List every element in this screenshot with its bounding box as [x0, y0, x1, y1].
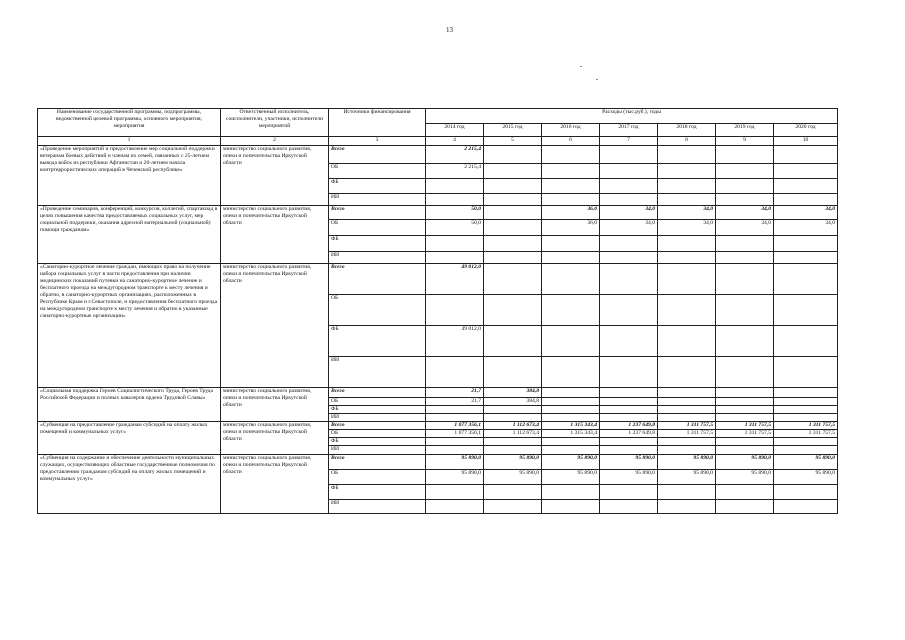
expense-value: 95 890,0: [600, 470, 658, 485]
expense-value: [774, 295, 838, 326]
table-header-row: [38, 109, 838, 124]
funding-source: ОБ: [329, 164, 426, 179]
header-source: Источники финансирования: [329, 109, 426, 137]
header-year: 2016 год: [542, 124, 600, 137]
scan-speck: [596, 79, 598, 80]
expense-value: [426, 252, 484, 264]
column-number: 4: [426, 137, 484, 146]
expense-value: [484, 485, 542, 500]
funding-source: ФБ: [329, 438, 426, 446]
program-name: «Субвенция на содержание и обеспечение деятельности муниципальных служащих, осуществляющих областные государственные полномочия по предоставлению гражданам субсидий на оплату жилых помещений и коммунальных услуг»: [38, 455, 221, 514]
column-number: 8: [658, 137, 716, 146]
column-number: 1: [38, 137, 221, 146]
expense-value: [542, 398, 600, 406]
expense-value: [484, 406, 542, 414]
expense-value: [774, 388, 838, 398]
expense-value: [774, 236, 838, 252]
funding-source: ФБ: [329, 485, 426, 500]
expense-value: [658, 406, 716, 414]
funding-source: ФБ: [329, 326, 426, 357]
expense-value: [774, 357, 838, 388]
expense-value: [600, 179, 658, 194]
expense-value: [716, 295, 774, 326]
expense-value: [542, 438, 600, 446]
expense-value: [542, 295, 600, 326]
expense-value: [600, 406, 658, 414]
expense-value: 95 890,0: [426, 455, 484, 470]
expense-value: 34,0: [716, 206, 774, 220]
expense-value: 95 890,0: [774, 470, 838, 485]
expense-value: [716, 164, 774, 179]
expense-value: [426, 295, 484, 326]
expense-value: [484, 179, 542, 194]
expense-value: [774, 485, 838, 500]
expense-value: [774, 194, 838, 206]
expense-value: 95 890,0: [774, 455, 838, 470]
expense-value: 1 112 673,4: [484, 422, 542, 430]
expense-value: [716, 398, 774, 406]
funding-source: ИИ: [329, 500, 426, 514]
expense-value: [774, 438, 838, 446]
expense-value: [484, 146, 542, 164]
expense-value: [484, 446, 542, 455]
expense-value: 384,8: [484, 388, 542, 398]
expense-value: [774, 264, 838, 295]
expense-value: [658, 236, 716, 252]
header-name: Наименование государственной программы, подпрограммы, ведомственной целевой программы, основного мероприятия, мероприятия: [38, 109, 221, 137]
expense-value: [542, 406, 600, 414]
funding-source: ФБ: [329, 179, 426, 194]
column-number: 7: [600, 137, 658, 146]
expense-value: [542, 179, 600, 194]
expense-value: [484, 414, 542, 422]
funding-source: ОБ: [329, 220, 426, 236]
expense-value: [600, 398, 658, 406]
expense-value: [542, 326, 600, 357]
expense-value: [426, 236, 484, 252]
expense-value: [658, 398, 716, 406]
expense-value: [658, 438, 716, 446]
expense-value: [600, 264, 658, 295]
expense-value: 1 077 356,1: [426, 430, 484, 438]
expense-value: [716, 264, 774, 295]
expense-value: [426, 485, 484, 500]
expense-value: 1 315 343,4: [542, 430, 600, 438]
expense-value: [658, 485, 716, 500]
funding-source: ОБ: [329, 430, 426, 438]
expense-value: [600, 295, 658, 326]
expense-value: [716, 179, 774, 194]
expense-value: [484, 220, 542, 236]
expense-value: [600, 438, 658, 446]
expense-value: [600, 485, 658, 500]
funding-source: Всего: [329, 146, 426, 164]
expense-value: [716, 446, 774, 455]
expense-value: [658, 146, 716, 164]
expense-value: [542, 252, 600, 264]
expense-value: [426, 500, 484, 514]
expense-value: 36,0: [542, 220, 600, 236]
funding-source: Всего: [329, 455, 426, 470]
expense-value: 1 311 757,5: [774, 430, 838, 438]
header-year: 2017 год: [600, 124, 658, 137]
header-year: 2019 год: [716, 124, 774, 137]
expense-value: 21,7: [426, 388, 484, 398]
expense-value: [600, 194, 658, 206]
expense-value: [484, 194, 542, 206]
expense-value: 2 215,4: [426, 164, 484, 179]
table-row: [38, 264, 838, 295]
executor-name: министерство социального развития, опеки и попечительства Иркутской области: [221, 455, 329, 514]
expense-value: 50,0: [426, 206, 484, 220]
expense-value: [774, 326, 838, 357]
expense-value: 95 890,0: [426, 470, 484, 485]
expense-value: [542, 146, 600, 164]
expense-value: 34,0: [600, 206, 658, 220]
expense-value: 36,0: [542, 206, 600, 220]
expense-value: [426, 414, 484, 422]
expense-value: 1 237 649,8: [600, 422, 658, 430]
expense-value: 34,0: [774, 206, 838, 220]
header-year: 2015 год: [484, 124, 542, 137]
executor-name: министерство социального развития, опеки и попечительства Иркутской области: [221, 422, 329, 455]
funding-source: ФБ: [329, 236, 426, 252]
funding-source: Всего: [329, 206, 426, 220]
executor-name: министерство социального развития, опеки и попечительства Иркутской области: [221, 388, 329, 422]
expense-value: [716, 326, 774, 357]
expense-value: [658, 357, 716, 388]
expense-value: [716, 194, 774, 206]
expense-value: [658, 388, 716, 398]
program-name: «Субвенция на предоставление гражданам субсидий на оплату жилых помещений и коммунальных услуг»: [38, 422, 221, 455]
expense-value: [658, 446, 716, 455]
expense-value: [774, 164, 838, 179]
expense-value: [774, 179, 838, 194]
column-number-row: [38, 137, 838, 146]
funding-source: ИИ: [329, 252, 426, 264]
executor-name: министерство социального развития, опеки и попечительства Иркутской области: [221, 206, 329, 264]
expense-value: [600, 500, 658, 514]
expense-value: [484, 206, 542, 220]
expense-value: [716, 252, 774, 264]
expense-value: [542, 446, 600, 455]
expense-value: [600, 252, 658, 264]
expense-value: [542, 485, 600, 500]
expense-value: [774, 446, 838, 455]
expense-value: [600, 326, 658, 357]
funding-source: ОБ: [329, 295, 426, 326]
expense-value: 95 890,0: [716, 470, 774, 485]
expense-value: 1 311 757,5: [658, 422, 716, 430]
program-name: «Санаторно-курортное лечение граждан, имеющих право на получение набора социальных услуг в части предоставления при наличии медицинских показаний путевки на санаторно-курортное лечение и бесплатного проезда на междугородном транспорте к месту лечения и обратно, в санаторно-курортных организациях, расположенных в Республике Крым и г.Севастополе, и предоставления бесплатного проезда на междугородном транспорте к месту лечения и обратно в указанные санаторно-курортные организации»: [38, 264, 221, 388]
table-row: [38, 206, 838, 220]
expense-value: [484, 252, 542, 264]
expense-value: [658, 295, 716, 326]
expense-value: [716, 146, 774, 164]
expense-value: 34,0: [600, 220, 658, 236]
expense-value: 1 315 343,4: [542, 422, 600, 430]
expense-value: [600, 446, 658, 455]
expense-value: [716, 406, 774, 414]
funding-source: Всего: [329, 422, 426, 430]
expense-value: 95 890,0: [600, 455, 658, 470]
column-number: 3: [329, 137, 426, 146]
expense-value: [542, 194, 600, 206]
expense-value: [774, 398, 838, 406]
page-number: 13: [446, 26, 453, 34]
expense-value: [774, 500, 838, 514]
scan-speck: [580, 66, 582, 67]
expense-value: 1 237 649,8: [600, 430, 658, 438]
expense-value: [716, 414, 774, 422]
expense-value: 95 890,0: [716, 455, 774, 470]
expense-value: [426, 446, 484, 455]
expense-value: [600, 357, 658, 388]
expense-value: [484, 264, 542, 295]
expense-value: [542, 236, 600, 252]
expense-value: [658, 500, 716, 514]
header-year: 2014 год: [426, 124, 484, 137]
table-row: [38, 422, 838, 430]
expense-value: 1 112 673,4: [484, 430, 542, 438]
column-number: 10: [774, 137, 838, 146]
expense-value: 1 077 356,1: [426, 422, 484, 430]
expense-value: [542, 500, 600, 514]
column-number: 5: [484, 137, 542, 146]
funding-source: ОБ: [329, 398, 426, 406]
column-number: 9: [716, 137, 774, 146]
expense-value: 1 311 757,5: [716, 422, 774, 430]
expense-value: 1 311 757,5: [658, 430, 716, 438]
expense-value: [426, 179, 484, 194]
expense-value: [484, 326, 542, 357]
expense-value: 49 012,0: [426, 326, 484, 357]
expense-value: [426, 406, 484, 414]
table-row: [38, 388, 838, 398]
expense-value: 49 012,0: [426, 264, 484, 295]
expense-value: [426, 194, 484, 206]
expense-value: [484, 438, 542, 446]
expense-value: 2 215,4: [426, 146, 484, 164]
funding-source: ИИ: [329, 414, 426, 422]
program-name: «Социальная поддержка Героев Социалистического Труда, Героев Труда Российской Федерации и полных кавалеров ордена Трудовой Славы»: [38, 388, 221, 422]
expense-value: [542, 414, 600, 422]
expense-value: 95 890,0: [484, 470, 542, 485]
funding-source: ФБ: [329, 406, 426, 414]
expense-value: [716, 485, 774, 500]
expense-value: [716, 236, 774, 252]
header-executor: Ответственный исполнитель, соисполнители, участники, исполнители мероприятий: [221, 109, 329, 137]
expense-value: 34,0: [774, 220, 838, 236]
expense-value: [484, 236, 542, 252]
expense-value: [716, 500, 774, 514]
column-number: 2: [221, 137, 329, 146]
expense-value: [600, 236, 658, 252]
expense-value: [774, 146, 838, 164]
expense-value: [658, 179, 716, 194]
header-year: 2020 год: [774, 124, 838, 137]
budget-table: [37, 108, 838, 514]
expense-value: 95 890,0: [484, 455, 542, 470]
expense-value: 384,8: [484, 398, 542, 406]
expense-value: 95 890,0: [658, 470, 716, 485]
expense-value: 34,0: [658, 220, 716, 236]
funding-source: ИИ: [329, 446, 426, 455]
expense-value: [600, 164, 658, 179]
expense-value: 95 890,0: [542, 470, 600, 485]
expense-value: [658, 326, 716, 357]
expense-value: [716, 388, 774, 398]
program-name: «Проведение семинаров, конференций, конкурсов, коллегий, спартакиад в целях повышения качества предоставляемых социальных услуг, мер социальной поддержки, оказания адресной материальной (социальной) помощи гражданам»: [38, 206, 221, 264]
expense-value: [542, 388, 600, 398]
expense-value: [600, 388, 658, 398]
header-expenses: Расходы (тыс.руб.), годы: [426, 109, 838, 124]
expense-value: [716, 357, 774, 388]
expense-value: 1 311 757,5: [774, 422, 838, 430]
expense-value: [658, 264, 716, 295]
header-year: 2018 год: [658, 124, 716, 137]
funding-source: Всего: [329, 388, 426, 398]
expense-value: 21,7: [426, 398, 484, 406]
expense-value: [774, 252, 838, 264]
funding-source: Всего: [329, 264, 426, 295]
expense-value: [774, 406, 838, 414]
expense-value: [542, 264, 600, 295]
expense-value: [658, 252, 716, 264]
expense-value: [484, 357, 542, 388]
table-row: [38, 146, 838, 164]
expense-value: 34,0: [658, 206, 716, 220]
expense-value: [658, 194, 716, 206]
table-row: [38, 455, 838, 470]
column-number: 6: [542, 137, 600, 146]
expense-value: [542, 164, 600, 179]
expense-value: [774, 414, 838, 422]
expense-value: [426, 438, 484, 446]
expense-value: 95 890,0: [542, 455, 600, 470]
expense-value: 1 311 757,5: [716, 430, 774, 438]
expense-value: [658, 414, 716, 422]
expense-value: 95 890,0: [658, 455, 716, 470]
executor-name: министерство социального развития, опеки и попечительства Иркутской области: [221, 146, 329, 206]
program-name: «Проведение мероприятий и предоставление мер социальной поддержки ветеранам боевых действий и членам их семей, связанных с 25-летием вывода войск из республики Афганистан и 20-летием начала контртеррористических операций в Чеченской республике»: [38, 146, 221, 206]
expense-value: [542, 357, 600, 388]
expense-value: [600, 414, 658, 422]
expense-value: [484, 164, 542, 179]
expense-value: [600, 146, 658, 164]
funding-source: ОБ: [329, 470, 426, 485]
expense-value: [426, 357, 484, 388]
expense-value: [484, 500, 542, 514]
executor-name: министерство социального развития, опеки и попечительства Иркутской области: [221, 264, 329, 388]
expense-value: [658, 164, 716, 179]
expense-value: [484, 295, 542, 326]
expense-value: 50,0: [426, 220, 484, 236]
funding-source: ИИ: [329, 357, 426, 388]
funding-source: ИИ: [329, 194, 426, 206]
expense-value: [716, 438, 774, 446]
expense-value: 34,0: [716, 220, 774, 236]
